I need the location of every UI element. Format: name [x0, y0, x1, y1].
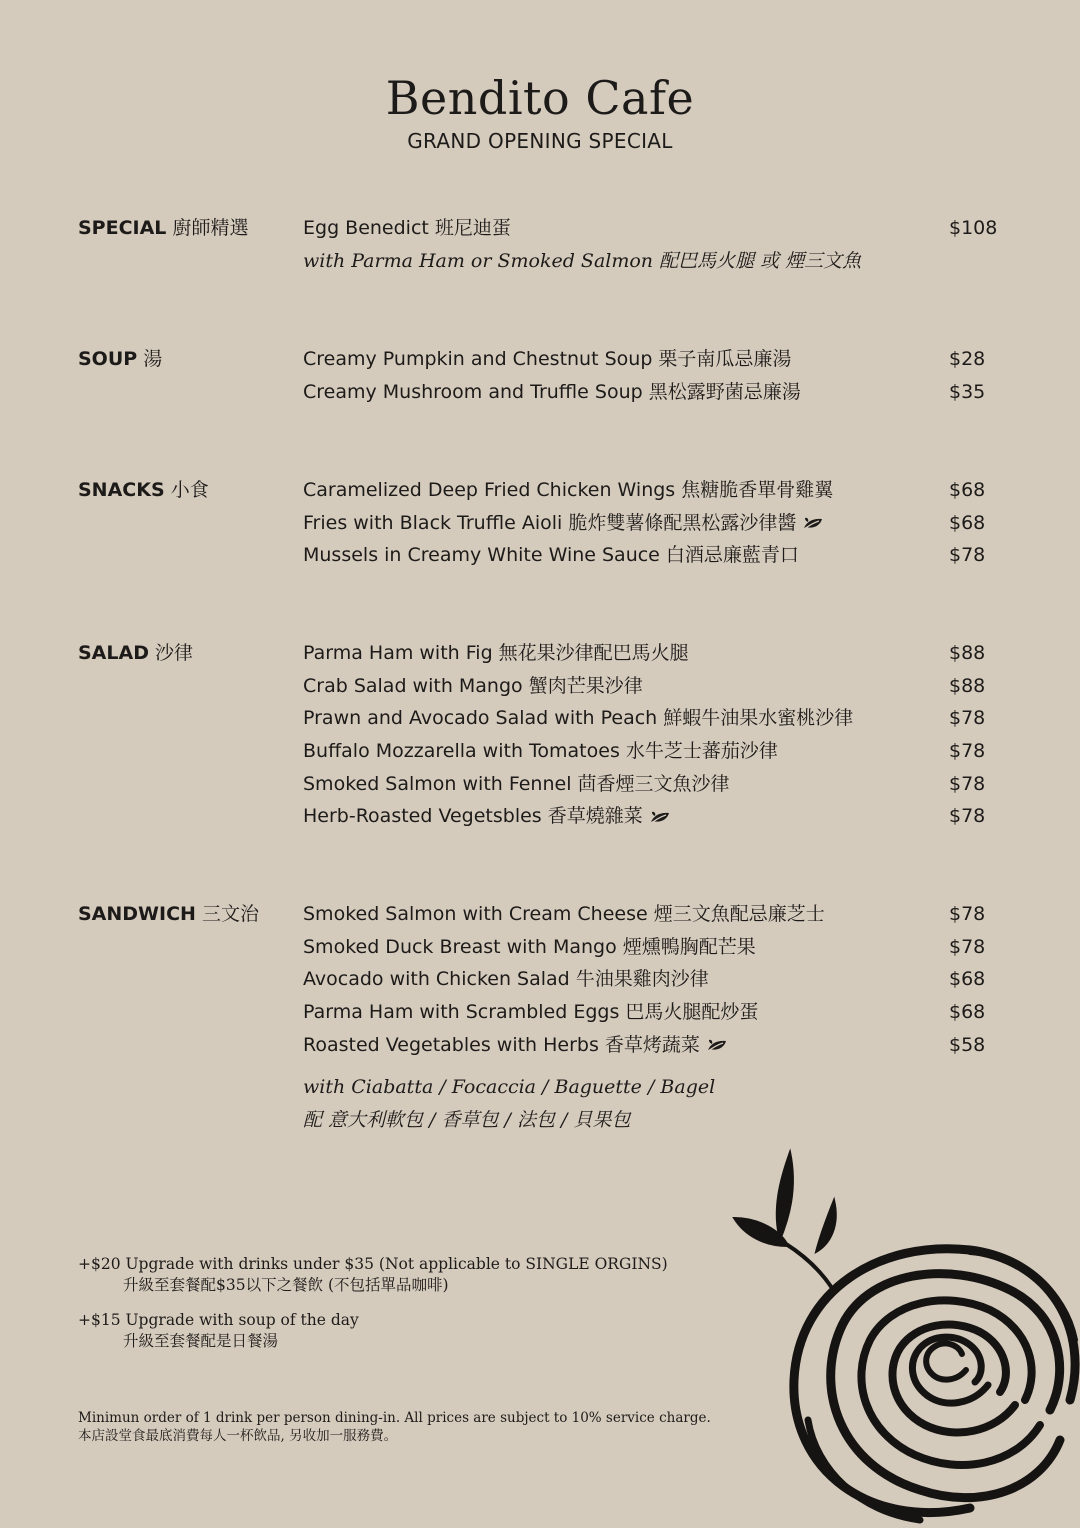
item-price: $35: [949, 380, 986, 403]
vegetarian-leaf-icon: [706, 1037, 728, 1053]
item-name: Caramelized Deep Fried Chicken Wings 焦糖脆香單骨雞翼: [303, 479, 834, 501]
item-name-wrap: [303, 507, 824, 540]
menu-items: [303, 212, 1043, 278]
menu-items: [303, 637, 1043, 833]
item-price: $68: [949, 1001, 986, 1024]
category-en: SOUP: [78, 348, 138, 370]
menu-items: [303, 343, 1043, 408]
bread-options-zh: 配 意大利軟包 / 香草包 / 法包 / 貝果包: [303, 1109, 631, 1132]
category-label: [78, 212, 248, 245]
category-zh: 小食: [170, 479, 209, 501]
item-name: Smoked Duck Breast with Mango 煙燻鴨胸配芒果: [303, 935, 756, 958]
menu-item: [303, 963, 1043, 996]
item-price: $78: [949, 903, 986, 925]
item-price: $78: [949, 772, 986, 795]
cafe-title: Bendito Cafe: [385, 71, 695, 125]
item-name: Crab Salad with Mango 蟹肉芒果沙律: [303, 674, 643, 697]
item-price: $68: [949, 511, 986, 534]
item-name: Parma Ham with Scrambled Eggs 巴馬火腿配炒蛋: [303, 1001, 759, 1024]
category-en: SPECIAL: [78, 217, 167, 239]
item-price: $108: [949, 217, 998, 239]
item-price: $68: [949, 479, 986, 501]
item-price: $78: [949, 707, 986, 730]
item-name: Parma Ham with Fig 無花果沙律配巴馬火腿: [303, 642, 689, 664]
menu-item: [303, 768, 1043, 801]
item-price: $28: [949, 348, 986, 370]
rose-illustration: [720, 1140, 1080, 1528]
menu-item: [303, 212, 1043, 245]
menu-item: [303, 800, 1043, 833]
item-price: $78: [949, 805, 986, 828]
upgrade-zh: 升級至套餐配$35以下之餐飲 (不包括單品咖啡): [123, 1276, 449, 1294]
item-name: Smoked Salmon with Fennel 茴香煙三文魚沙律: [303, 772, 730, 795]
menu-item: [303, 376, 1043, 409]
item-name: Creamy Mushroom and Truffle Soup 黑松露野菌忌廉湯: [303, 380, 801, 403]
item-price: $78: [949, 935, 986, 958]
item-price: $78: [949, 740, 986, 763]
upgrade-item: [78, 1254, 668, 1296]
upgrade-en: +$15 Upgrade with soup of the day: [78, 1311, 359, 1329]
menu-items: [303, 474, 1043, 572]
category-zh: 廚師精選: [172, 217, 249, 239]
item-name: Roasted Vegetables with Herbs 香草烤蔬菜: [303, 1033, 700, 1056]
category-zh: 湯: [143, 348, 163, 370]
menu-item: [303, 637, 1043, 670]
category-en: SALAD: [78, 642, 149, 664]
footer-en: Minimun order of 1 drink per person dining-in. All prices are subject to 10% service charge.: [78, 1410, 711, 1426]
footer-zh: 本店設堂食最底消費每人一杯飲品, 另收加一服務費。: [78, 1428, 398, 1444]
footer-note: [78, 1409, 711, 1445]
category-zh: 沙律: [155, 642, 194, 664]
menu-items: [303, 898, 1043, 1137]
item-name: Buffalo Mozzarella with Tomatoes 水牛芝士蕃茄沙律: [303, 740, 778, 763]
item-name-wrap: [303, 800, 671, 833]
item-price: $88: [949, 674, 986, 697]
item-price: $68: [949, 968, 986, 991]
category-label: [78, 898, 259, 931]
menu-header: [0, 70, 1080, 154]
item-name: Avocado with Chicken Salad 牛油果雞肉沙律: [303, 968, 709, 991]
menu-item: [303, 343, 1043, 376]
upgrade-item: [78, 1310, 668, 1352]
upgrade-zh: 升級至套餐配是日餐湯: [123, 1332, 279, 1350]
category-en: SNACKS: [78, 479, 165, 501]
item-name: Prawn and Avocado Salad with Peach 鮮蝦牛油果水蜜桃沙律: [303, 707, 854, 730]
menu-item: [303, 539, 1043, 572]
menu-item: [303, 670, 1043, 703]
menu-item: [303, 898, 1043, 931]
item-name: Smoked Salmon with Cream Cheese 煙三文魚配忌廉芝士: [303, 903, 825, 925]
item-name: Fries with Black Truffle Aioli 脆炸雙薯條配黑松露沙律醬: [303, 511, 797, 534]
menu-item: [303, 702, 1043, 735]
menu-subtitle: GRAND OPENING SPECIAL: [407, 129, 673, 153]
vegetarian-leaf-icon: [649, 809, 671, 825]
item-name-wrap: [303, 1029, 728, 1062]
item-name: Creamy Pumpkin and Chestnut Soup 栗子南瓜忌廉湯: [303, 348, 792, 370]
vegetarian-leaf-icon: [802, 515, 824, 531]
menu-item: [303, 931, 1043, 964]
upgrade-options: [78, 1254, 668, 1366]
item-price: $88: [949, 642, 986, 664]
item-name: Mussels in Creamy White Wine Sauce 白酒忌廉藍青口: [303, 544, 799, 567]
menu-item: [303, 996, 1043, 1029]
category-zh: 三文治: [201, 903, 259, 925]
category-en: SANDWICH: [78, 903, 196, 925]
category-label: [78, 343, 162, 376]
item-name: Egg Benedict 班尼迪蛋: [303, 217, 511, 239]
bread-options-en: with Ciabatta / Focaccia / Baguette / Bagel: [303, 1076, 716, 1099]
menu-item: [303, 507, 1043, 540]
category-label: [78, 637, 193, 670]
menu-item: [303, 1029, 1043, 1062]
item-price: $58: [949, 1033, 986, 1056]
item-price: $78: [949, 544, 986, 567]
menu-item: [303, 474, 1043, 507]
menu-item: [303, 735, 1043, 768]
category-label: [78, 474, 209, 507]
item-option-note: with Parma Ham or Smoked Salmon 配巴馬火腿 或 煙三文魚: [303, 249, 862, 272]
upgrade-en: +$20 Upgrade with drinks under $35 (Not applicable to SINGLE ORGINS): [78, 1255, 668, 1273]
item-name: Herb-Roasted Vegetsbles 香草燒雜菜: [303, 805, 643, 828]
